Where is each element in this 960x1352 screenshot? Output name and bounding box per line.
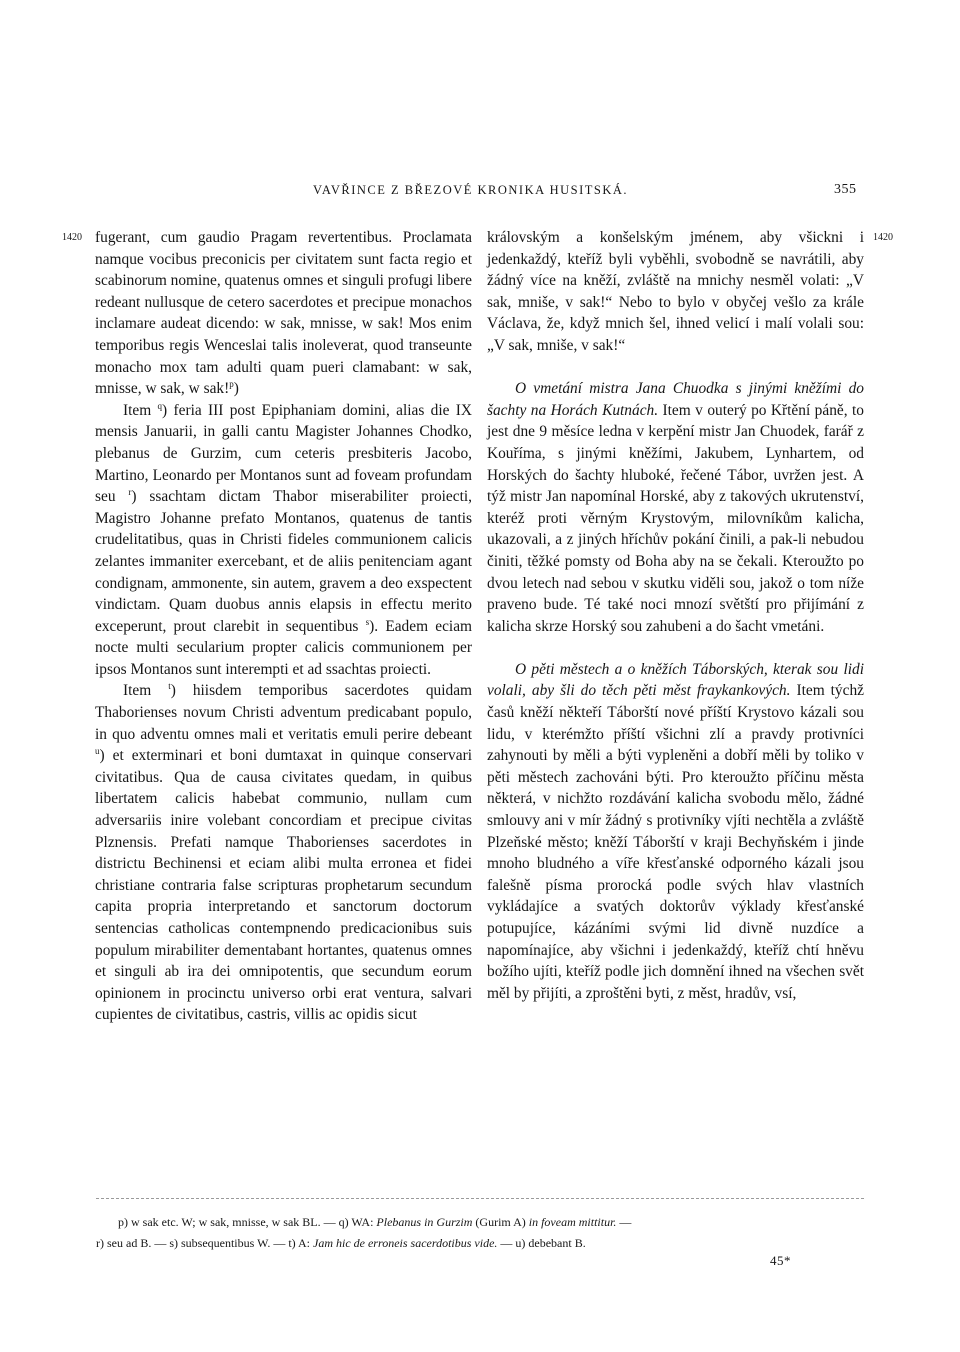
footnote-marker: s xyxy=(365,616,370,627)
footnote-text: — u) debebant B. xyxy=(500,1236,586,1250)
latin-text: Item xyxy=(123,682,152,700)
latin-text: et exterminari et boni dumtaxat in quinque conservari civitatibus. Qua de causa civitates quedam, in quibus libertatem calicis habebat communio, nullam cum adversariis inire volebant concordiam et precipue civitas Plznensis. Prefati namque Thaborienses sacerdotes in districtu Bechinensi et eciam alibi multa erronea et fidei christiane contraria false scripturas prophetarum secundum capita propria interpretando et sanctorum doctorum sentencias catholicas contempnendo predicacionibus suis populum mirabiliter dementabant hortantes, quatenus omnes et singuli ab ira dei omnipotentis, que secundum eorum opinionem in procinctu universo orbi erat ventura, salvari cupientes de civitatibus, castris, villis ac opidis sicut xyxy=(95,747,472,1024)
latin-text: Item xyxy=(123,401,152,419)
latin-text: ). Eadem eciam nocte multi secularium propter calicis communionem per ipsos Montanos sunt interempti et ad ssachtas proiecti. xyxy=(95,617,473,678)
latin-text: ssachtam dictam Thabor miserabiliter proiecti, Magistro Johanne prefato Montanos, quatenus de tantis crudelitatibus, quas in Christi fideles communionem calicis zelantes immaniter exercebant, et de aliis penitenciam agant condignam, ammonente, sin autem, gravem a deo exspectent vindictam. Quam duobus annis elapsis in effectu merito exceperunt, prout clarebit in sequentibus xyxy=(95,488,472,635)
footnote-marker: q xyxy=(157,400,163,411)
latin-paragraph-1: fugerant, cum gaudio Pragam revertentibus. Proclamata namque vocibus preconicis per civitatem sunt facta regio et scabinorum nomine, quatenus omnes et singuli profugi libere redeant nullusque de cetero sacerdotes et precipue monachos inclamare audeat dicendo: w sak, mnisse, w sak! Mos enim temporibus regis Wenceslai talis inoleverat, quod transeunte monacho mox tam adulti quam pueri clamabant: w sak, mnisse, w sak, w sak!$^p$) xyxy=(95,229,472,398)
footnote-line xyxy=(96,1233,866,1254)
footnote-text: (Gurim A) xyxy=(475,1215,526,1229)
footnote-line xyxy=(96,1212,866,1233)
czech-text: Item v outerý po Křtění páně, to jest dne 9 měsíce ledna v kerpění mistr Jan Chuodek, farář z Kouříma, s jinými kněžími, Jakubem, Lynhartem, od Horských do šachty hluboké, řečené Tábor, uvržen jest. A týž mistr Jan napomínal Horské, aby z takových ukrutenství, kteréž proti věrným Krystovým, milovníkům kalicha, ukazovali, a z jiných hříchův pokání činili, a pak-li nebudou činiti, těžké pomsty od Boha aby na se čekali. Kteroužto po dvou letech nad sebou v skutku viděli sou, jakož o tom níže praveno bude. Té také noci mnozí světští pro přijímání z kalicha skrze Horský sou zahubeni a do šacht vmetáni. xyxy=(487,401,864,635)
footnote-italic: in foveam mittitur. xyxy=(528,1215,617,1229)
page-number: 355 xyxy=(834,182,857,197)
footnote-italic: Plebanus in Gurzim xyxy=(376,1215,473,1229)
section-heading: O vmetání mistra Jana Chuodka s jinými kněžími do šachty na Horách Kutnách. xyxy=(487,380,864,419)
footnote-marker: u xyxy=(95,746,100,757)
signature-mark: 45* xyxy=(770,1253,791,1268)
footnote-italic: Jam hic de erroneis sacerdotibus vide. xyxy=(313,1236,498,1250)
czech-paragraph-3 xyxy=(487,659,864,1005)
latin-paragraph-3: Item $^t$) hiisdem temporibus sacerdotes quidam Thaborienses novum Christi adventum predicabant populo, in quo adventu omnes mali et veritatis emuli perire debeant $^u$) et exterminari et boni dumtaxat in quinque conservari civitatibus. Qua de causa civitates quedam, in quibus libertatem calicis habebat communio, nullam cum adversariis inire volebant concordiam et precipue civitas Plznensis. Prefati namque Thaborienses sacerdotes in districtu Bechinensi et eciam alibi multa erronea et fidei christiane contraria false scripturas prophetarum secundum capita propria interpretando et sanctorum doctorum sentencias catholicas contempnendo predicacionibus suis populum mirabiliter dementabant hortantes, quatenus omnes et singuli ab ira dei omnipotentis, que secundum eorum opinionem in procinctu universo orbi erat ventura, salvari cupientes de civitatibus, castris, villis ac opidis sicut xyxy=(95,681,472,1024)
czech-paragraph-1: královským a konšelským jménem, aby všickni i jedenkaždý, kteříž byli vyběhli, svobodně se navrátili, aby žádný více na kněží, zvláště na mnichy nesměl volati: „V sak, mniše, v sak!“ Nebo to bylo v obyčej vešlo za krále Václava, že, když mnich šel, ihned velicí i malí volali sou: „V sak, mniše, v sak!“ xyxy=(487,229,864,354)
footnote-marker: t xyxy=(168,681,171,692)
footnote-marker: p xyxy=(229,379,234,390)
latin-paragraph-2: Item $^q$) feria III post Epiphaniam domini, alias die IX mensis Januarii, in galli cantu Magister Johannes Chodko, plebanus de Gurzim, cum ceteris presbiteris Jacobo, Martino, Leonardo per Montanos sunt ad foveam profundam seu $^r$) ssachtam dictam Thabor miserabiliter proiecti, Magistro Johanne prefato Montanos, quatenus de tantis crudelitatibus, quas in Christi fideles communionem calicis zelantes immaniter exercebant, et de aliis penitenciam agant condignam, ammonente, sin autem, gravem a deo exspectent vindictam. Quam duobus annis elapsis in effectu merito exceperunt, prout clarebit in sequentibus $^s$). Eadem eciam nocte multi secularium propter calicis communionem per ipsos Montanos sunt interempti et ad ssachtas proiecti. xyxy=(95,400,473,678)
footnote-marker: r xyxy=(128,487,132,497)
footnote-rule xyxy=(96,1198,864,1199)
latin-text: fugerant, cum gaudio Pragam revertentibus. Proclamata namque vocibus preconicis per civitatem sunt facta regio et scabinorum nomine, quatenus omnes et singuli profugi libere redeant nullusque de cetero sacerdotes et precipue monachos inclamare audeat dicendo: w sak, mnisse, w sak! Mos enim temporibus regis Wenceslai talis inoleverat, quod transeunte monacho mox tam adulti quam pueri clamabant: w sak, mnisse, w sak, w sak! xyxy=(95,229,472,398)
margin-year-left: 1420 xyxy=(62,232,82,243)
footnote-text: — xyxy=(619,1215,632,1229)
czech-column xyxy=(487,227,864,1004)
latin-column xyxy=(95,227,472,1026)
running-header xyxy=(0,183,960,203)
section-heading: O pěti městech a o kněžích Táborských, kterak sou lidi volali, aby šli do těch pěti měst fraykankových. xyxy=(487,660,864,700)
latin-text: hiisdem temporibus sacerdotes quidam Thaborienses novum Christi adventum predicabant populo, in quo adventu omnes mali et veritatis emuli perire debeant xyxy=(95,682,472,743)
footnotes xyxy=(96,1212,866,1254)
footnote-text: r) seu ad B. — s) subsequentibus W. — t) A: xyxy=(96,1236,310,1250)
footnote-text: p) w sak etc. W; w sak, mnisse, w sak BL. — q) WA: xyxy=(118,1215,374,1229)
czech-paragraph-2 xyxy=(487,378,864,637)
latin-text: feria III post Epiphaniam domini, alias die IX mensis Januarii, in galli cantu Magister Johannes Chodko, plebanus de Gurzim, cum ceteris presbiteris Jacobo, Martino, Leonardo per Montanos sunt ad foveam profundam seu xyxy=(95,401,472,506)
czech-text: Item týchž časů kněží někteří Táborští nové příští Krystovo kázali sou lidu, v kterémžto příští všichni zlí a pravdy protivníci zahynouti by měli a býti vypleněni a dobří měli by toliko v pěti městech zachováni býti. Pro kteroužto příčinu města některá, v nichžto rozdávání kalicha svobodu mělo, žádné smlouvy ani v mír žádný s protivníky vjíti nechtěla a zvláště Plzeňské město; kněží Táborští v kraji Bechyňském i jinde mnoho bludného a víře křesťanské odporného kázali jsou falešně písma prorocká podle svých hlav vlastních vykládajíce a svatých doktorův výklady křesťanské potupujíce, kázáními svými lid divně nuzdíce a napomínajíce, aby všichni i jedenkaždý, kteříž chtí hněvu božího ujíti, kteříž podle jich domnění ihned na všechen svět měl by přijíti, a zproštěni byti, z měst, hradův, vsí, xyxy=(487,682,864,1002)
running-title: VAVŘINCE Z BŘEZOVÉ KRONIKA HUSITSKÁ. xyxy=(313,183,629,197)
margin-year-right: 1420 xyxy=(873,232,893,243)
